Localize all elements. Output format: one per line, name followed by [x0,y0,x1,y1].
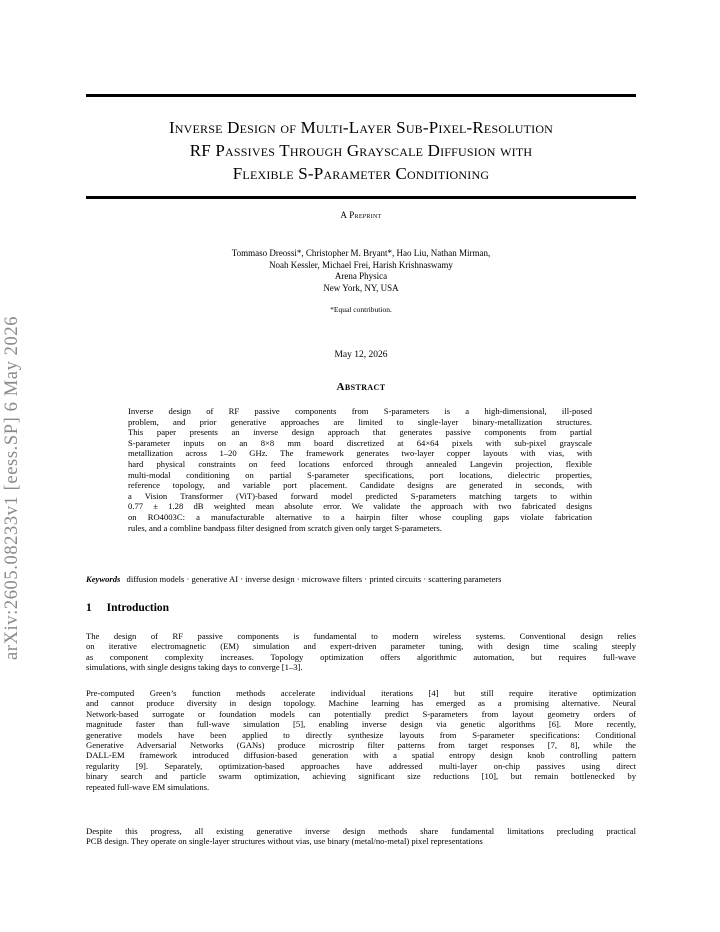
affiliation-line: Arena Physica [334,271,388,282]
title-line: Inverse Design of Multi-Layer Sub-Pixel-Resolution [168,118,554,137]
abstract-line: multi-modal conditioning on partial S-parameter specifications, port locations, dielectric properties, [128,469,592,480]
abstract-line: a Vision Transformer (ViT)-based forward model predicted S-parameters matching targets to within [128,490,592,501]
abstract-line: metallization across 1–20 GHz. The framework generates two-layer copper layouts with vias, with [128,448,592,459]
intro-paragraph-3 [86,826,636,847]
abstract-line: reference topology, and variable port placement. Candidate designs are generated in seconds, with [128,480,592,491]
paragraph-line: binary search and particle swarm optimization, achieving significant size reductions [10], but remain bottlenecked by [86,771,636,782]
abstract-heading: Abstract [336,381,386,393]
intro-paragraph-2 [86,688,636,792]
abstract-body [128,406,592,533]
paper-date: May 12, 2026 [334,350,388,360]
arxiv-stamp: arXiv:2605.08233v1 [eess.SP] 6 May 2026 [2,315,22,660]
paragraph-line: generative models have been applied to directly synthesize layouts from S-parameter specifications: Conditional [86,729,636,740]
abstract-line: This paper presents an inverse design approach that generates passive components from partial [128,427,592,438]
paragraph-line: on iterative electromagnetic (EM) simulation and expert-driven parameter tuning, with design time scaling steeply [86,641,636,652]
section-number: 1 [86,602,92,614]
keywords-list: diffusion models · generative AI · inverse design · microwave filters · printed circuits · scattering parameters [126,574,502,584]
title-bottom-rule [86,196,636,199]
paragraph-line: regularity [9]. Separately, optimization-based approaches have addressed multi-layer on-chip passives using direct [86,760,636,771]
title-top-rule [86,94,636,97]
abstract-line: on RO4003C: a manufacturable alternative to a hairpin filter whose coupling gaps violate fabrication [128,511,592,522]
preprint-label: A Preprint [340,210,382,220]
author-block [86,248,636,294]
keywords [86,574,646,584]
abstract-line: Inverse design of RF passive components from S-parameters is a high-dimensional, ill-posed [128,406,592,416]
abstract-line: problem, and prior generative approaches are limited to single-layer binary-metallization structures. [128,416,592,427]
section-title: Introduction [106,602,170,614]
keywords-label: Keywords [86,574,121,584]
title-line: Flexible S-Parameter Conditioning [232,164,490,183]
paragraph-line: Network-based surrogate or foundation models can potentially predict S-parameters from layout geometry orders of [86,708,636,719]
paragraph-line: DALL-EM framework introduced diffusion-based generation with a spatial entropy design knob controlling pattern [86,750,636,761]
intro-paragraph-1 [86,631,636,673]
paragraph-line: Pre-computed Green’s function methods accelerate individual iterations [4] but still require iterative optimization [86,688,636,698]
paragraph-line: magnitude faster than full-wave simulation [5], enabling inverse design via genetic algorithms [6]. More recently, [86,719,636,730]
abstract-line: hard physical constraints on feed locations enforced through annealed Langevin projection, flexible [128,458,592,469]
paragraph-line: The design of RF passive components is fundamental to modern wireless systems. Conventional design relies [86,631,636,641]
authors-line: Noah Kessler, Michael Frei, Harish Krishnaswamy [269,259,453,270]
paragraph-line: as component complexity increases. Topology optimization offers algorithmic automation, but requires full-wave [86,651,636,662]
paragraph-line: and cannot produce diversity in design topology. Machine learning has emerged as a promising alternative. Neural [86,698,636,709]
equal-contribution-note: *Equal contribution. [330,305,392,314]
paragraph-line: simulations, with single designs taking days to converge [1–3]. [86,662,303,673]
paragraph-line: repeated full-wave EM simulations. [86,781,210,792]
abstract-line: S-parameter inputs on an 8×8 mm board discretized at 64×64 pixels with sub-pixel grayscale [128,437,592,448]
section-heading [86,602,636,614]
title-line: RF Passives Through Grayscale Diffusion with [189,141,533,160]
location-line: New York, NY, USA [323,282,399,293]
paragraph-line: PCB design. They operate on single-layer structures without vias, use binary (metal/no-metal) pixel representations [86,836,483,847]
abstract-line: 0.77 ± 1.28 dB weighted mean absolute error. We validate the approach with two fabricated designs [128,501,592,512]
paragraph-line: Despite this progress, all existing generative inverse design methods share fundamental limitations precluding practical [86,826,636,836]
abstract-line: rules, and a combline bandpass filter designed from scratch given only target S-parameters. [128,522,442,533]
authors-line: Tommaso Dreossi*, Christopher M. Bryant*, Hao Liu, Nathan Mirman, [231,248,491,258]
paper-title [86,116,636,185]
paragraph-line: Generative Adversarial Networks (GANs) produce microstrip filter patterns from target responses [7, 8], while the [86,740,636,751]
